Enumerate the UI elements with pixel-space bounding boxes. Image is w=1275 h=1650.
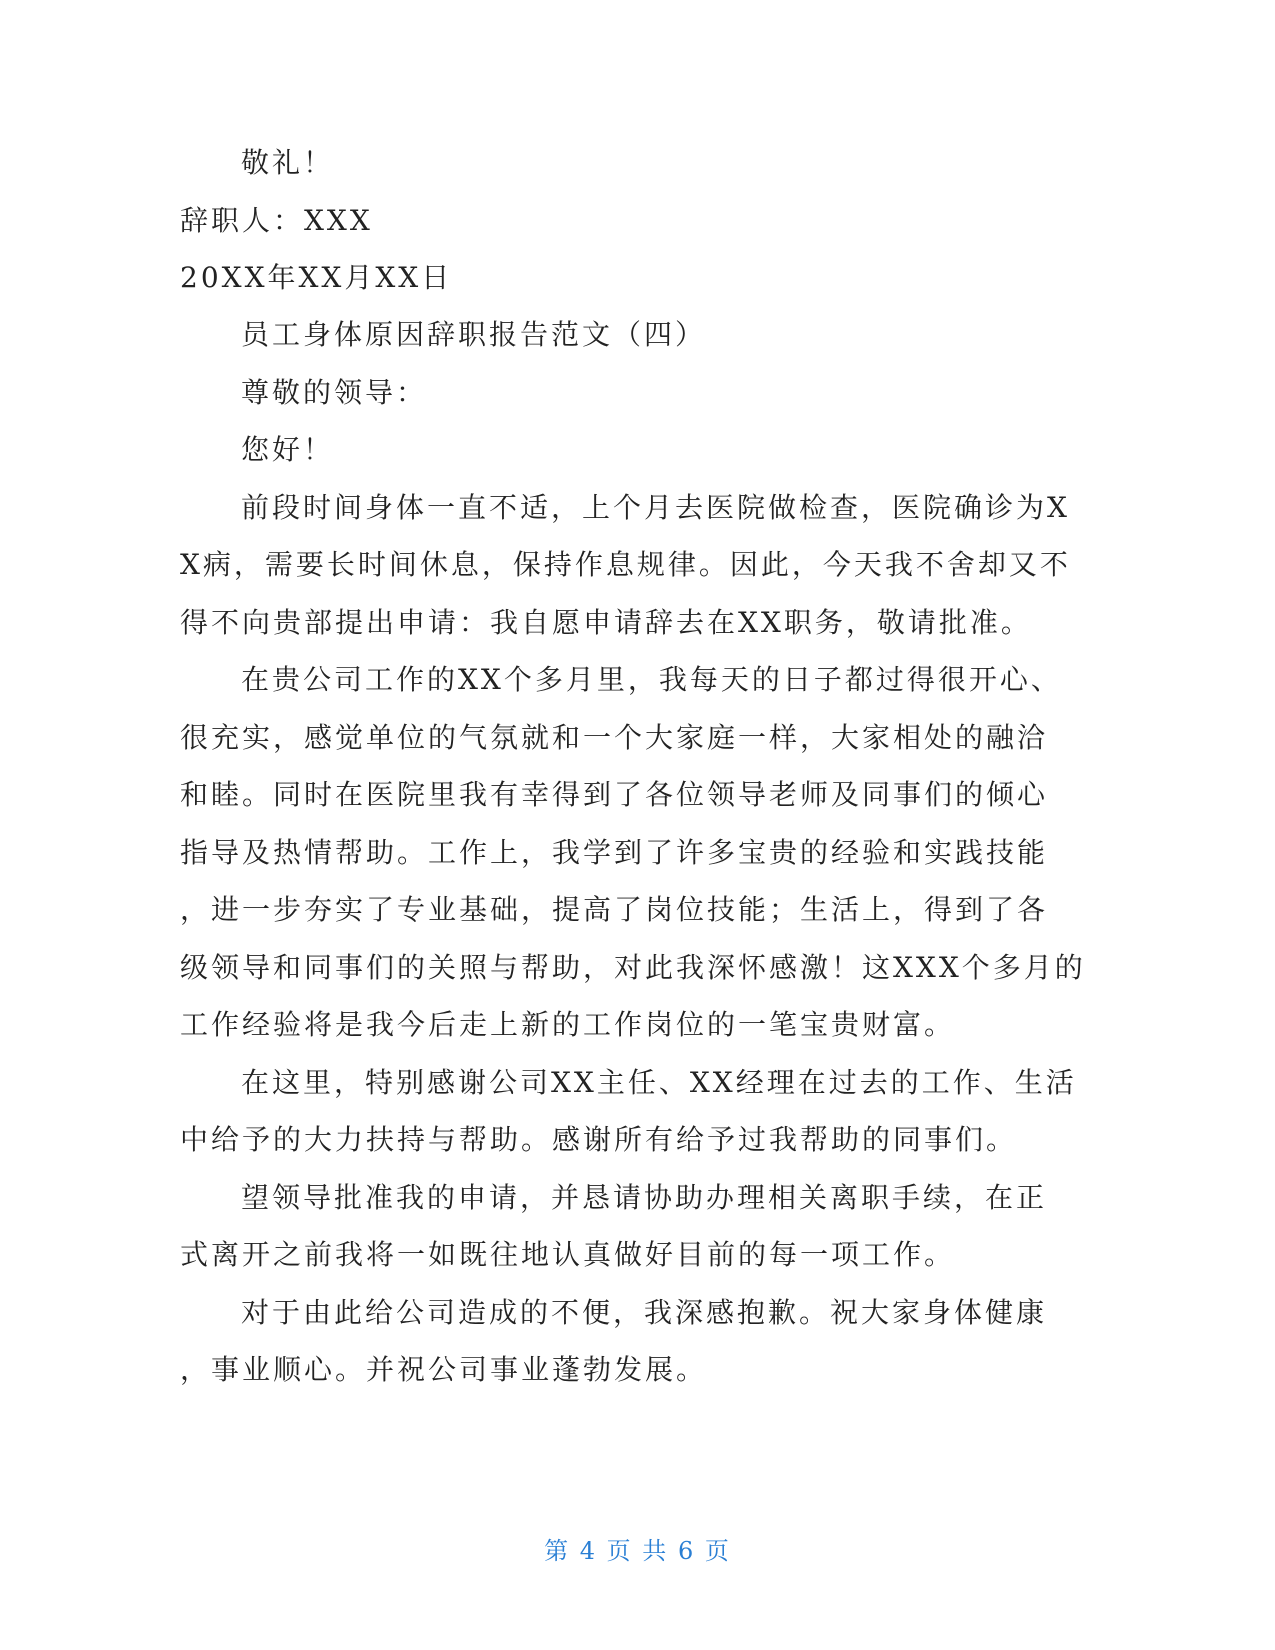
paragraph-line: ，事业顺心。并祝公司事业蓬勃发展。 — [180, 1353, 708, 1386]
paragraph-line: 对于由此给公司造成的不便，我深感抱歉。祝大家身体健康 — [241, 1296, 1048, 1329]
hello-line: 您好！ — [241, 433, 335, 466]
paragraph-line: 指导及热情帮助。工作上，我学到了许多宝贵的经验和实践技能 — [180, 836, 1049, 869]
closing-salutation: 敬礼！ — [241, 146, 335, 179]
greeting-line: 尊敬的领导： — [241, 376, 428, 409]
paragraph-line: 级领导和同事们的关照与帮助，对此我深怀感激！这XXX个多月的 — [180, 951, 1086, 984]
section-title: 员工身体原因辞职报告范文（四） — [241, 318, 707, 351]
paragraph-line: 和睦。同时在医院里我有幸得到了各位领导老师及同事们的倾心 — [180, 778, 1049, 811]
paragraph-line: 很充实，感觉单位的气氛就和一个大家庭一样，大家相处的融洽 — [180, 721, 1049, 754]
paragraph-line: X病，需要长时间休息，保持作息规律。因此，今天我不舍却又不 — [180, 548, 1071, 581]
paragraph-line: 中给予的大力扶持与帮助。感谢所有给予过我帮助的同事们。 — [180, 1123, 1018, 1156]
paragraph-line: 在贵公司工作的XX个多月里，我每天的日子都过得很开心、 — [241, 663, 1062, 696]
paragraph-line: 前段时间身体一直不适，上个月去医院做检查，医院确诊为X — [241, 491, 1070, 524]
paragraph-line: 工作经验将是我今后走上新的工作岗位的一笔宝贵财富。 — [180, 1008, 956, 1041]
paragraph-line: 得不向贵部提出申请：我自愿申请辞去在XX职务，敬请批准。 — [180, 606, 1032, 639]
signatory-line: 辞职人：XXX — [180, 204, 373, 237]
paragraph-line: 式离开之前我将一如既往地认真做好目前的每一项工作。 — [180, 1238, 956, 1271]
document-page — [180, 0, 1086, 1650]
page-number-footer: 第 4 页 共 6 页 — [544, 1537, 731, 1565]
paragraph-line: 望领导批准我的申请，并恳请协助办理相关离职手续，在正 — [241, 1181, 1048, 1214]
paragraph-line: ，进一步夯实了专业基础，提高了岗位技能；生活上，得到了各 — [180, 893, 1049, 926]
date-line: 20XX年XX月XX日 — [180, 261, 453, 294]
paragraph-line: 在这里，特别感谢公司XX主任、XX经理在过去的工作、生活 — [241, 1066, 1077, 1099]
